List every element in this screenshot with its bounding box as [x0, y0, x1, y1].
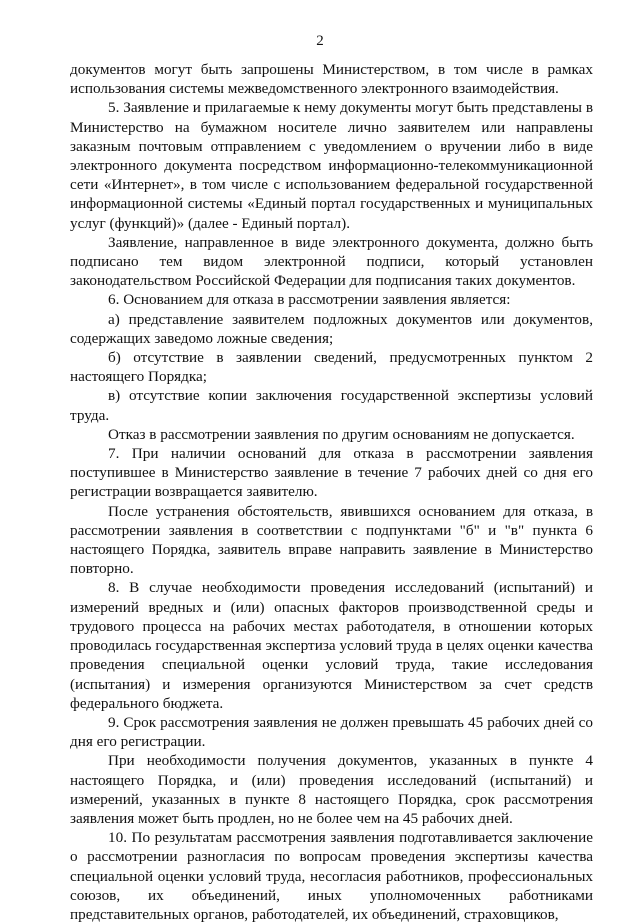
paragraph-item-6: 6. Основанием для отказа в рассмотрении заявления является:: [108, 291, 511, 309]
list-item-b: б) отсутствие в заявлении сведений, предусмотренных пунктом 2 настоящего Порядка;: [70, 349, 593, 386]
list-item-v: в) отсутствие копии заключения государственной экспертизы условий труда.: [70, 387, 593, 424]
paragraph-item-7: 7. При наличии оснований для отказа в рассмотрении заявления поступившее в Министерство заявление в течение 7 рабочих дней со дня его регистрации возвращается заявителю.: [70, 445, 593, 501]
paragraph-resubmission: После устранения обстоятельств, явившихся основанием для отказа, в рассмотрении заявления в соответствии с подпунктами "б" и "в" пункта 6 настоящего Порядка, заявитель вправе направить заявление в Министерство повторно.: [70, 502, 593, 578]
document-body: [70, 60, 593, 924]
paragraph-extension: При необходимости получения документов, указанных в пункте 4 настоящего Порядка, и (или) проведения исследований (испытаний) и измерений, указанных в пункте 8 настоящего Порядка, срок рассмотрения заявления может быть продлен, но не более чем на 45 рабочих дней.: [70, 752, 593, 827]
list-item-a: а) представление заявителем подложных документов или документов, содержащих заведомо ложные сведения;: [70, 310, 593, 347]
paragraph-item-9: 9. Срок рассмотрения заявления не должен превышать 45 рабочих дней со дня его регистрации.: [70, 713, 593, 751]
paragraph-item-10: 10. По результатам рассмотрения заявления подготавливается заключение о рассмотрении разногласия по вопросам проведения экспертизы качества специальной оценки условий труда, несогласия работников, профессиональных союзов, их объединений, иных уполномоченных работниками представительных органов, работодателей, их объединений, страховщиков,: [70, 829, 593, 923]
page-number: 2: [316, 33, 324, 49]
paragraph-item-8: 8. В случае необходимости проведения исследований (испытаний) и измерений вредных и (или) опасных факторов производственной среды и трудового процесса на рабочих местах работодателя, в отношении которых проводилась государственная экспертиза условий труда в целях оценки качества проведения специальной оценки условий труда, такие исследования (испытания) и измерения организуются Министерством за счет средств федерального бюджета.: [70, 579, 593, 712]
paragraph-continuation: документов могут быть запрошены Министерством, в том числе в рамках использования системы межведомственного электронного взаимодействия.: [70, 61, 593, 98]
paragraph-refusal-other: Отказ в рассмотрении заявления по другим основаниям не допускается.: [108, 425, 575, 443]
paragraph-item-5: 5. Заявление и прилагаемые к нему документы могут быть представлены в Министерство на бумажном носителе лично заявителем или направлены заказным почтовым отправлением с уведомлением о вручении либо в виде электронного документа посредством информационно-телекоммуникационной сети «Интернет», в том числе с использованием федеральной государственной информационной системы «Единый портал государственных и муниципальных услуг (функций)» (далее - Единый портал).: [70, 99, 593, 232]
paragraph-electronic-signature: Заявление, направленное в виде электронного документа, должно быть подписано тем видом электронной подписи, который установлен законодательством Российской Федерации для подписания таких документов.: [70, 233, 593, 290]
